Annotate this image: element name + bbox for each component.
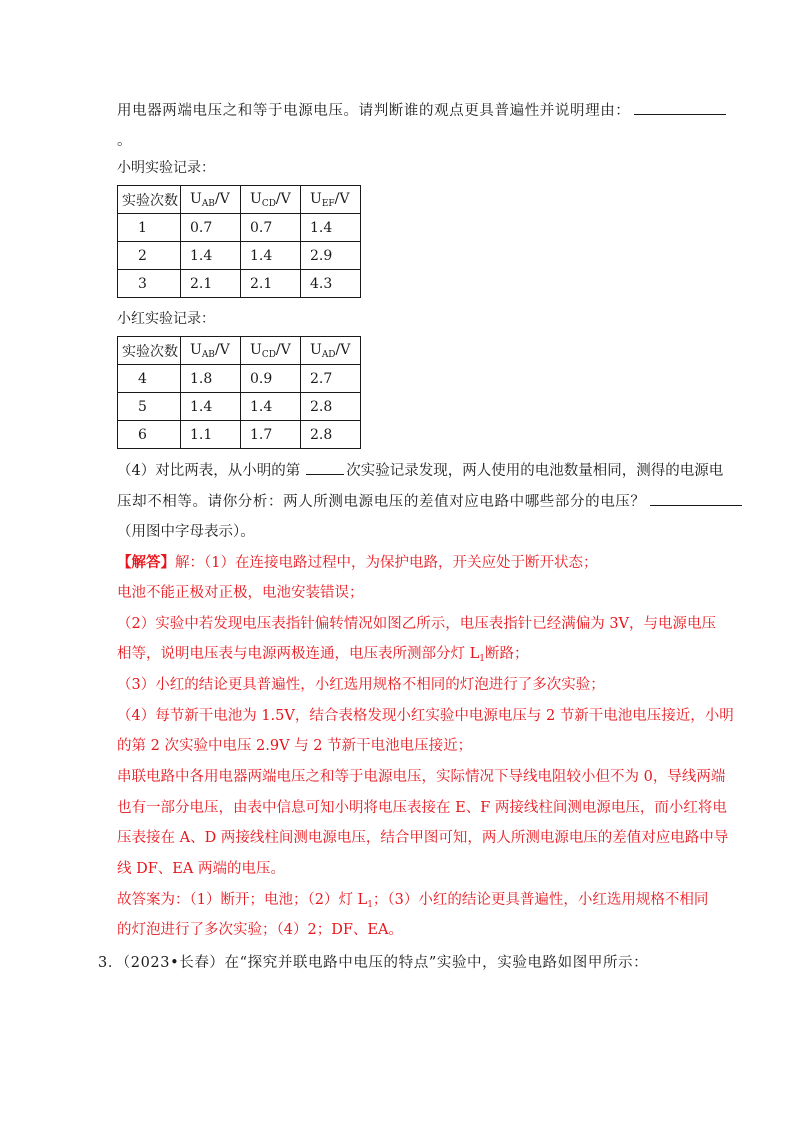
answer-line: 串联电路中各用电器两端电压之和等于电源电压，实际情况下导线电阻较小但不为 0，导线两端	[117, 769, 726, 785]
header-cell: $U_{CD}/V$	[241, 186, 301, 214]
table-row: 3 2.1 2.1 4.3	[118, 270, 361, 298]
answer-line: 的灯泡进行了多次实验；（4）2；DF、EA。	[117, 922, 403, 938]
question-text-line: 。	[117, 133, 132, 149]
header-cell: 实验次数	[118, 186, 181, 214]
answer-line: （3）小红的结论更具普遍性，小红选用规格不相同的灯泡进行了多次实验；	[117, 677, 605, 693]
answer-line: 的第 2 次实验中电压 2.9V 与 2 节新干电池电压接近；	[117, 738, 473, 754]
table-row: 6 1.1 1.7 2.8	[118, 421, 361, 449]
table-row: 4 1.8 0.9 2.7	[118, 365, 361, 393]
answer-blank	[650, 491, 742, 506]
header-cell: 实验次数	[118, 337, 181, 365]
answer-blank	[306, 460, 344, 475]
header-cell: $U_{CD}/V$	[241, 337, 301, 365]
answer-line: 线 DF、EA 两端的电压。	[117, 861, 285, 877]
answer-line: 相等，说明电压表与电源两极连通，电压表所测部分灯 $L_1$断路；	[117, 646, 529, 664]
table-header-row	[118, 186, 361, 214]
answer-line: 故答案为：（1）断开；电池；（2）灯 $L_1$；（3）小红的结论更具普遍性，小红选用规格不相同	[117, 892, 709, 910]
table-caption: 小红实验记录：	[117, 311, 215, 327]
xiaohong-table	[117, 336, 361, 449]
header-cell: $U_{AB}/V$	[181, 186, 241, 214]
answer-blank	[634, 100, 726, 115]
answer-line: （4）每节新干电池为 1.5V，结合表格发现小红实验中电源电压与 2 节新干电池电压接近，小明	[117, 708, 734, 724]
answer-tag: 【解答】	[117, 554, 175, 571]
header-cell: $U_{AD}/V$	[301, 337, 361, 365]
answer-line: 电池不能正极对正极，电池安装错误；	[117, 585, 364, 601]
table-row: 2 1.4 1.4 2.9	[118, 242, 361, 270]
answer-line: （2）实验中若发现电压表指针偏转情况如图乙所示，电压表指针已经满偏为 3V，与电源电压	[117, 616, 717, 632]
question-text-line: 压却不相等。请你分析：两人所测电源电压的差值对应电路中哪些部分的电压？	[117, 491, 742, 512]
table-caption: 小明实验记录：	[117, 160, 215, 176]
answer-line: 【解答】解：（1）在连接电路过程中，为保护电路，开关应处于断开状态；	[117, 554, 598, 571]
xiaoming-table	[117, 185, 361, 298]
table-header-row	[118, 337, 361, 365]
question-text-line: 用电器两端电压之和等于电源电压。请判断谁的观点更具普遍性并说明理由：	[117, 100, 726, 121]
question-text-line: （用图中字母表示）。	[117, 524, 255, 540]
table-row: 5 1.4 1.4 2.8	[118, 393, 361, 421]
header-cell: $U_{AB}/V$	[181, 337, 241, 365]
answer-line: 压表接在 A、D 两接线柱间测电源电压，结合甲图可知，两人所测电源电压的差值对应电路中导	[117, 830, 729, 846]
next-question-heading: 3．（2023•长春）在“探究并联电路中电压的特点”实验中，实验电路如图甲所示：	[98, 955, 649, 971]
header-cell: $U_{EF}/V$	[301, 186, 361, 214]
table-row: 1 0.7 0.7 1.4	[118, 214, 361, 242]
answer-line: 也有一部分电压，由表中信息可知小明将电压表接在 E、F 两接线柱间测电源电压，而小红将电	[117, 800, 727, 816]
question-text-line: （4）对比两表，从小明的第 次实验记录发现，两人使用的电池数量相同，测得的电源电	[117, 460, 723, 481]
